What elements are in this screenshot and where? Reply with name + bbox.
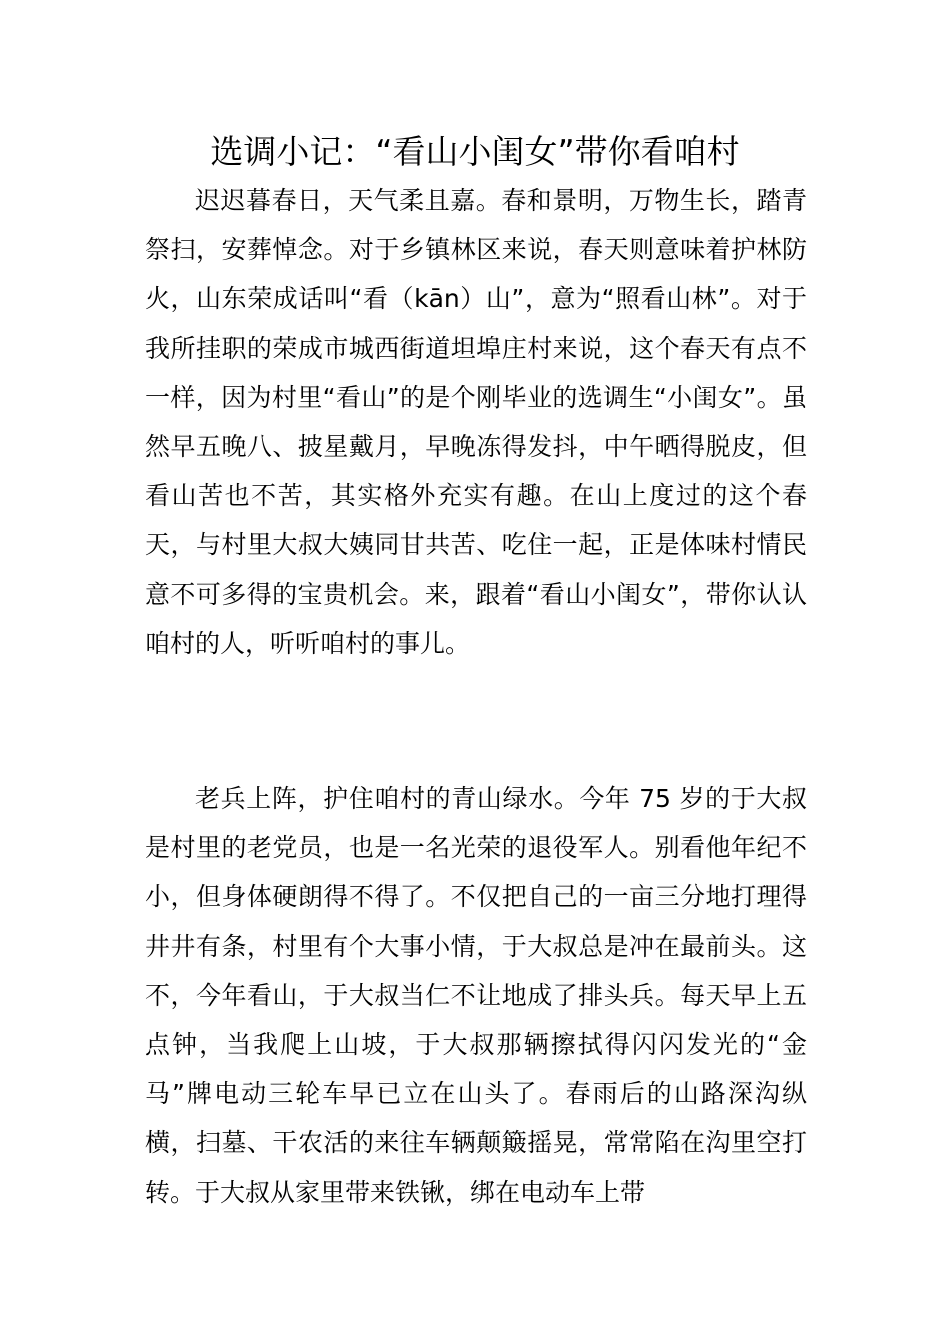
document-title: 选调小记：“看山小闺女”带你看咱村 xyxy=(210,132,740,171)
paragraph-1: 迟迟暮春日，天气柔且嘉。春和景明，万物生长，踏青祭扫，安葬悼念。对于乡镇林区来说，春天则意味着护林防火，山东荣成话叫“看（kān）山”，意为“照看山林”。对于我所挂职的荣成市城西街道坦埠庄村来说，这个春天有点不一样，因为村里“看山”的是个刚毕业的选调生“小闺女”。虽然早五晚八、披星戴月，早晚冻得发抖，中午晒得脱皮，但看山苦也不苦，其实格外充实有趣。在山上度过的这个春天，与村里大叔大姨同甘共苦、吃住一起，正是体味村情民意不可多得的宝贵机会。来，跟着“看山小闺女”，带你认认咱村的人，听听咱村的事儿。 xyxy=(145,186,807,658)
paragraph-2: 老兵上阵，护住咱村的青山绿水。今年 75 岁的于大叔是村里的老党员，也是一名光荣的退役军人。别看他年纪不小，但身体硬朗得不得了。不仅把自己的一亩三分地打理得井井有条，村里有个大事小情，于大叔总是冲在最前头。这不，今年看山，于大叔当仁不让地成了排头兵。每天早上五点钟，当我爬上山坡，于大叔那辆擦拭得闪闪发光的“金马”牌电动三轮车早已立在山头了。春雨后的山路深沟纵横，扫墓、干农活的来往车辆颠簸摇晃，常常陷在沟里空打转。于大叔从家里带来铁锹，绑在电动车上带 xyxy=(145,784,807,1207)
